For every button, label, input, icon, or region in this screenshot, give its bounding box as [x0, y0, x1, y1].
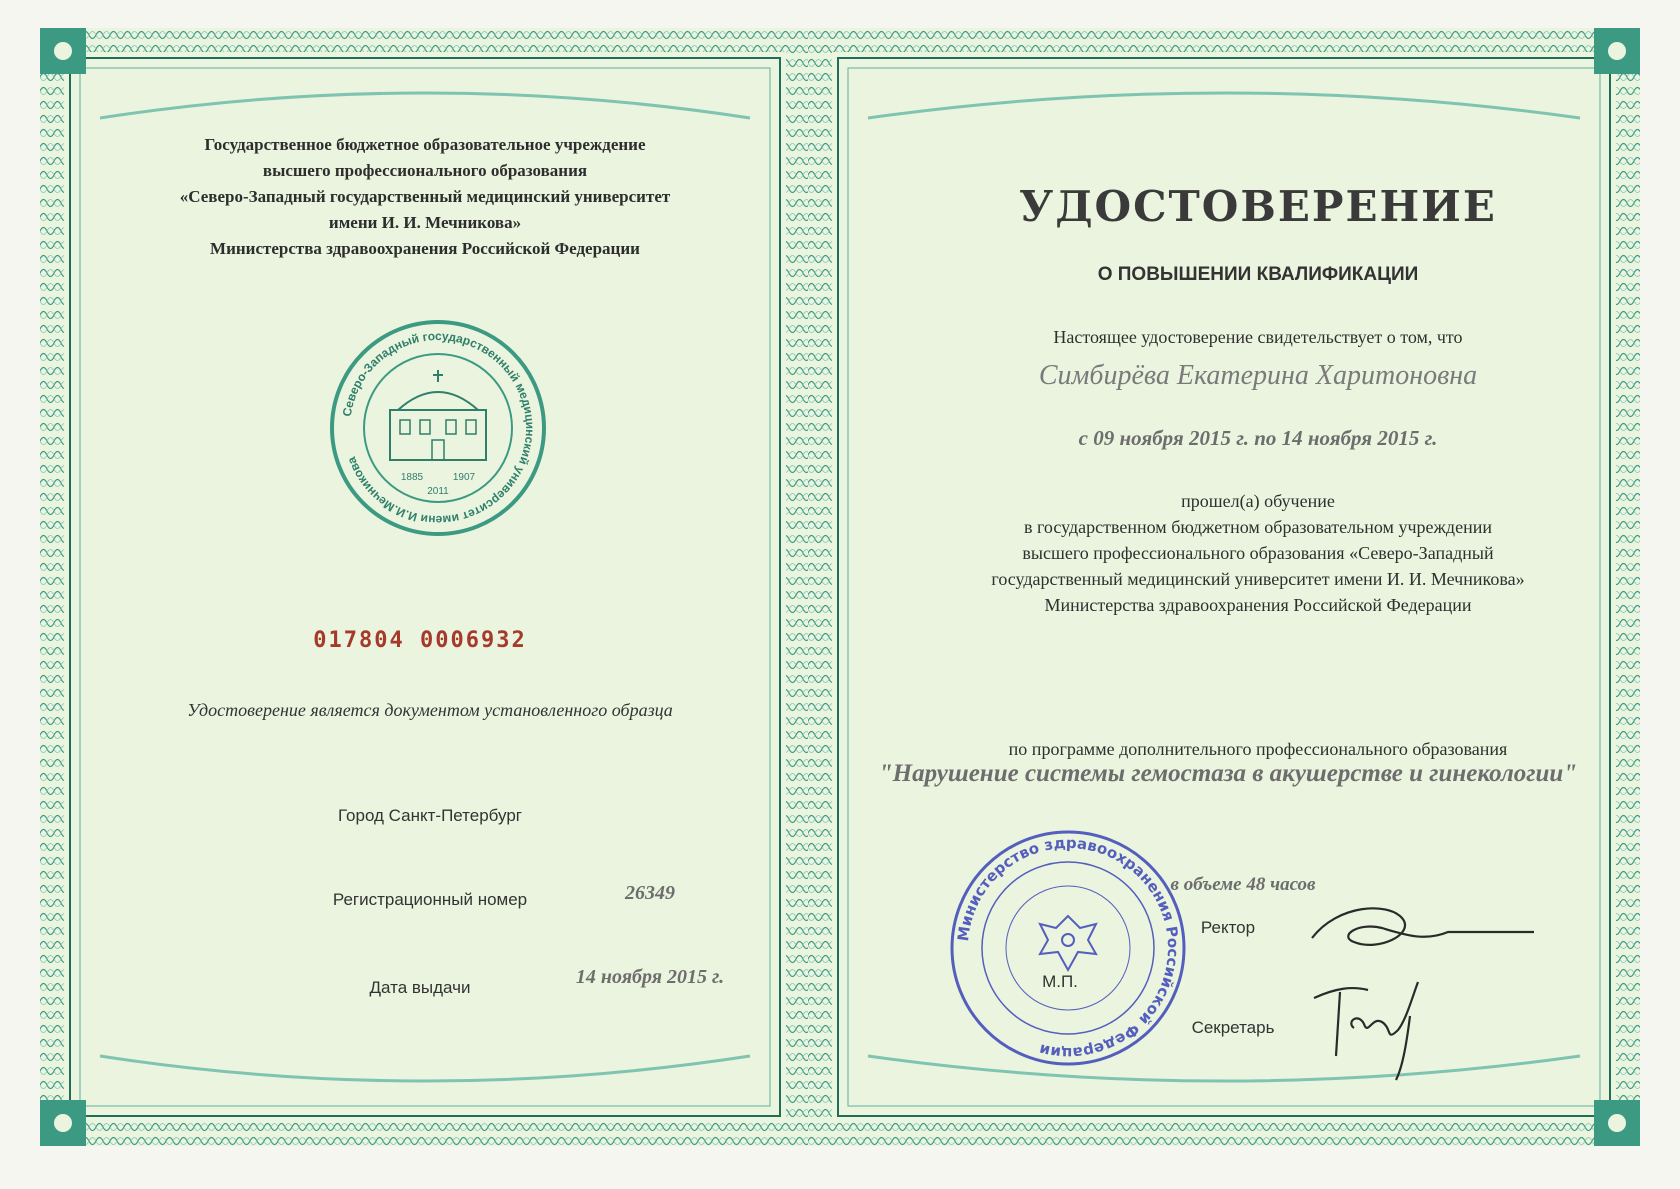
- training-line: высшего профессионального образования «Северо-Западный: [1022, 543, 1494, 563]
- training-line: в государственном бюджетном образовательном учреждении: [1024, 517, 1492, 537]
- training-institution: [868, 488, 1648, 618]
- emblem-year-right: 1907: [452, 472, 476, 483]
- rector-label: Ректор: [1200, 918, 1256, 937]
- svg-text:Министерство здравоохранения Р: [954, 834, 1182, 1062]
- registration-label: Регистрационный номер: [332, 890, 528, 909]
- program-hours: в объеме 48 часов: [1170, 874, 1316, 895]
- serial-number: 017804 0006932: [313, 628, 527, 653]
- certificate-subtitle: О ПОВЫШЕНИИ КВАЛИФИКАЦИИ: [1097, 264, 1419, 285]
- emblem-ring-text: Северо-Западный государственный медицинский университет имени И.И.Мечникова: [339, 328, 538, 528]
- recipient-name: Симбирёва Екатерина Харитоновна: [1038, 360, 1478, 391]
- registration-number: 26349: [625, 882, 675, 904]
- official-stamp: [948, 828, 1188, 1068]
- certificate-title: УДОСТОВЕРЕНИЕ: [1019, 182, 1497, 231]
- left-page: [40, 28, 810, 1146]
- stamp-place-label: М.П.: [1042, 972, 1078, 991]
- stamp-ring-text: Министерство здравоохранения Российской Федерации: [954, 833, 1183, 1063]
- certifies-statement: Настоящее удостоверение свидетельствует о том, что: [1053, 327, 1463, 347]
- secretary-signature: [1306, 976, 1466, 1086]
- program-name: "Нарушение системы гемостаза в акушерстве и гинекологии": [878, 760, 1578, 787]
- emblem-year-bottom: 2011: [427, 486, 449, 497]
- program-label: по программе дополнительного профессионального образования: [1008, 739, 1508, 759]
- svg-text:Северо-Западный государственны: [340, 329, 537, 527]
- institution-line: имени И. И. Мечникова»: [328, 213, 522, 232]
- institution-line: высшего профессионального образования: [262, 161, 588, 180]
- emblem-year-left: 1885: [400, 472, 424, 483]
- university-emblem: [328, 318, 548, 538]
- secretary-label: Секретарь: [1191, 1018, 1275, 1037]
- building-icon: [390, 370, 486, 460]
- institution-line: «Северо-Западный государственный медицинский университет: [179, 187, 671, 206]
- institution-name: [120, 132, 730, 262]
- training-period: с 09 ноября 2015 г. по 14 ноября 2015 г.: [1078, 426, 1438, 450]
- rector-signature: [1298, 898, 1538, 978]
- right-page: [808, 28, 1640, 1146]
- training-line: государственный медицинский университет имени И. И. Мечникова»: [991, 569, 1525, 589]
- issue-date-value: 14 ноября 2015 г.: [575, 966, 725, 988]
- official-document-note: Удостоверение является документом установленного образца: [187, 700, 673, 720]
- training-line: прошел(а) обучение: [1181, 491, 1335, 511]
- eagle-icon: [1040, 916, 1096, 970]
- issue-date-label: Дата выдачи: [369, 978, 471, 997]
- institution-line: Министерства здравоохранения Российской Федерации: [210, 239, 640, 258]
- institution-line: Государственное бюджетное образовательное учреждение: [204, 135, 646, 154]
- city-label: Город Санкт-Петербург: [337, 806, 523, 825]
- training-line: Министерства здравоохранения Российской Федерации: [1044, 595, 1472, 615]
